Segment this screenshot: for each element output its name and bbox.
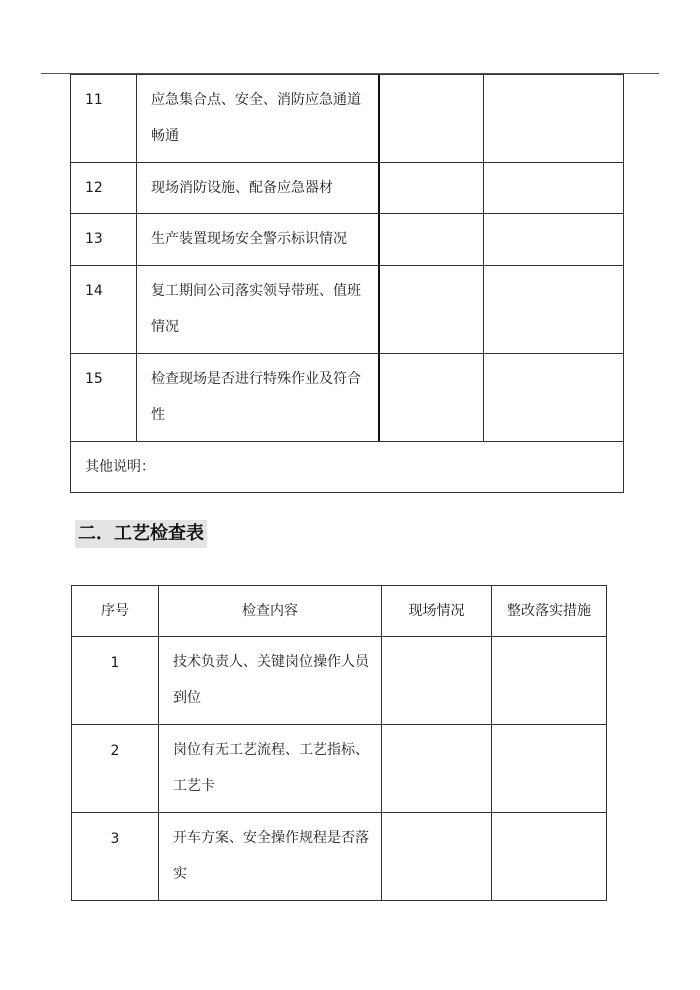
t1-row-line (70, 74, 624, 75)
row-number: 1 (110, 655, 120, 671)
check-content: 检查现场是否进行特殊作业及符合 (151, 371, 361, 387)
header-content: 检查内容 (242, 603, 298, 619)
row-number: 14 (85, 283, 103, 299)
section-heading: 二．工艺检查表 (75, 520, 207, 548)
t1-border-left (70, 74, 71, 493)
t1-border-right (623, 74, 624, 493)
t2-row-line (71, 724, 607, 725)
check-content: 畅通 (151, 128, 179, 144)
t1-row-line (70, 492, 624, 493)
check-content: 实 (173, 866, 187, 882)
row-number: 13 (85, 231, 103, 247)
check-content: 情况 (151, 319, 179, 335)
check-content: 到位 (173, 690, 201, 706)
check-content: 复工期间公司落实领导带班、值班 (151, 283, 361, 299)
t2-row-line (71, 812, 607, 813)
t1-col-divider (378, 74, 380, 442)
t1-col-divider (136, 74, 137, 442)
t1-row-line (70, 441, 624, 442)
t1-col-divider (483, 74, 484, 442)
check-content: 技术负责人、关键岗位操作人员 (173, 654, 369, 670)
other-notes-label: 其他说明： (85, 459, 155, 475)
t2-row-line (71, 900, 607, 901)
t1-row-line (70, 162, 624, 163)
check-content: 岗位有无工艺流程、工艺指标、 (173, 742, 369, 758)
t1-row-line (70, 353, 624, 354)
check-content: 现场消防设施、配备应急器材 (151, 180, 333, 196)
check-content: 开车方案、安全操作规程是否落 (173, 830, 369, 846)
check-content: 工艺卡 (173, 778, 215, 794)
header-seq: 序号 (101, 603, 129, 619)
row-number: 12 (85, 180, 103, 196)
row-number: 2 (110, 743, 120, 759)
check-content: 性 (151, 407, 165, 423)
row-number: 11 (85, 92, 103, 108)
t1-row-line (70, 213, 624, 214)
header-rectification: 整改落实措施 (507, 603, 591, 619)
header-site-status: 现场情况 (408, 603, 465, 619)
t2-row-line (71, 636, 607, 637)
check-content: 生产装置现场安全警示标识情况 (151, 231, 347, 247)
row-number: 15 (85, 371, 103, 387)
row-number: 3 (110, 831, 120, 847)
check-content: 应急集合点、安全、消防应急通道 (151, 92, 361, 108)
t1-row-line (70, 265, 624, 266)
